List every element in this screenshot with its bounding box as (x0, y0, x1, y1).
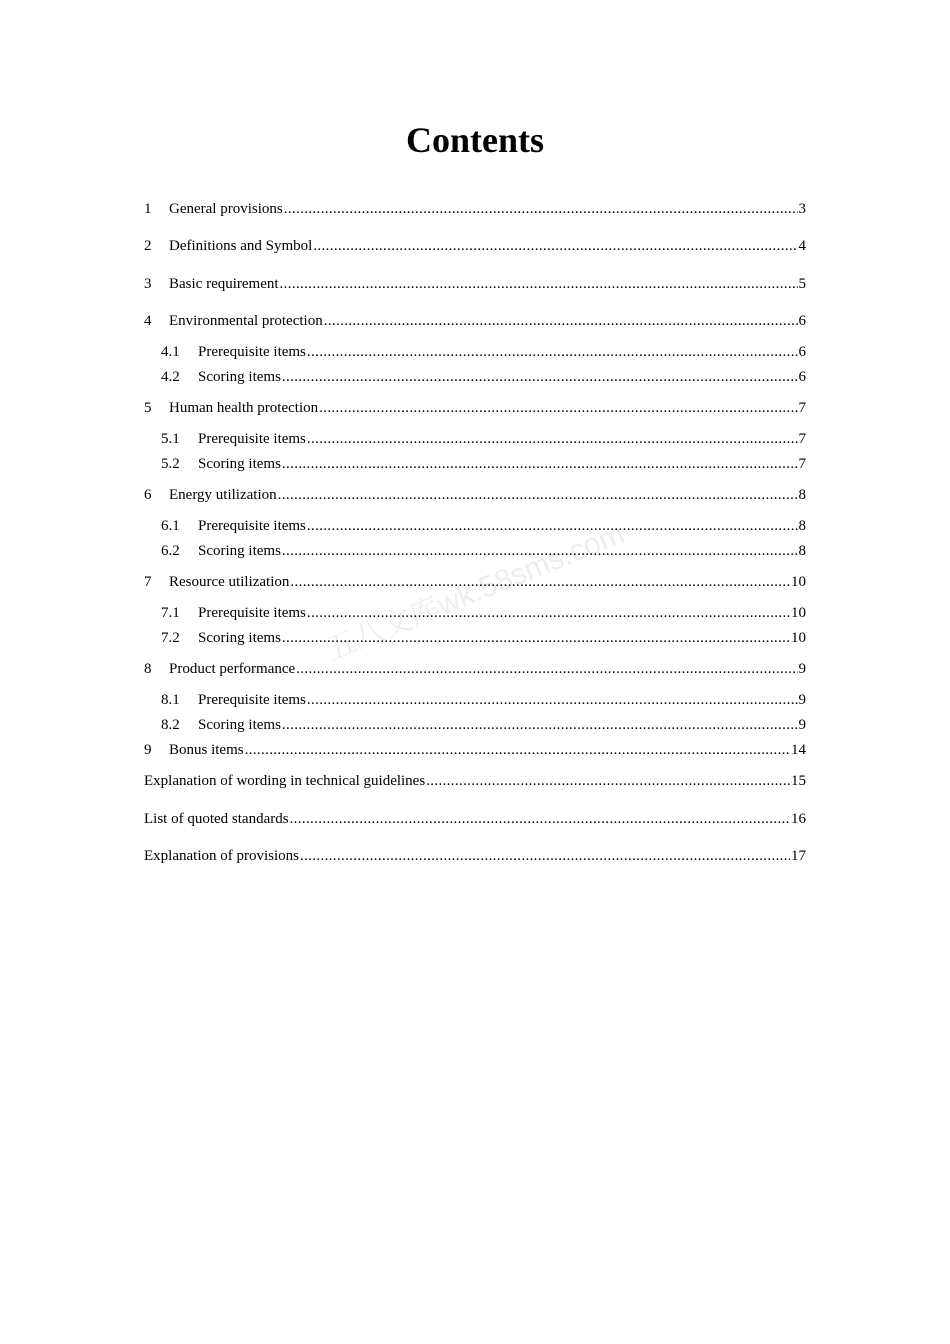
toc-subentry[interactable] (161, 627, 806, 649)
toc-entry-page: 3 (798, 201, 806, 217)
toc-entry-page: 9 (798, 661, 806, 677)
toc-entry-number: 5.2 (161, 456, 180, 472)
toc-dot-leader (307, 341, 798, 363)
toc-entry-title: Energy utilization (169, 487, 277, 503)
toc-entry-number: 7.1 (161, 605, 180, 621)
toc-entry-page: 6 (798, 369, 806, 385)
toc-entry[interactable] (144, 397, 806, 419)
toc-entry-number: 4.1 (161, 344, 180, 360)
toc-subentry[interactable] (161, 428, 806, 450)
toc-entry-page: 8 (798, 487, 806, 503)
toc-entry-title: Scoring items (198, 456, 281, 472)
toc-entry-page: 16 (791, 811, 806, 827)
toc-entry-title: Explanation of provisions (144, 848, 299, 864)
toc-entry-number: 5.1 (161, 431, 180, 447)
page-title: Contents (405, 120, 544, 160)
toc-dot-leader (307, 428, 798, 450)
toc-entry-title: Scoring items (198, 543, 281, 559)
toc-entry-title: Explanation of wording in technical guidelines (144, 773, 426, 789)
toc-entry[interactable] (144, 571, 806, 593)
toc-entry-number: 6 (144, 487, 152, 503)
toc-dot-leader (282, 453, 798, 475)
toc-entry[interactable] (144, 484, 806, 506)
toc-subentry[interactable] (161, 366, 806, 388)
toc-entry-page: 17 (791, 848, 806, 864)
toc-subentry[interactable] (161, 341, 806, 363)
toc-dot-leader (282, 714, 798, 736)
toc-dot-leader (307, 689, 798, 711)
toc-dot-leader (426, 770, 790, 792)
toc-entry[interactable] (144, 310, 806, 332)
toc-dot-leader (290, 571, 790, 593)
toc-subentry[interactable] (161, 689, 806, 711)
toc-entry[interactable] (144, 273, 806, 295)
toc-entry-page: 14 (791, 742, 806, 758)
toc-entry-title: Prerequisite items (198, 692, 306, 708)
toc-dot-leader (319, 397, 797, 419)
toc-entry-title: Prerequisite items (198, 431, 306, 447)
toc-entry-page: 7 (798, 456, 806, 472)
toc-entry-number: 4.2 (161, 369, 180, 385)
toc-entry-page: 7 (798, 431, 806, 447)
toc-subentry[interactable] (161, 602, 806, 624)
toc-entry-number: 7 (144, 574, 152, 590)
toc-entry-number: 3 (144, 276, 152, 292)
toc-entry-page: 10 (791, 630, 806, 646)
toc-entry-number: 5 (144, 400, 152, 416)
toc-entry-title: Environmental protection (169, 313, 323, 329)
toc-dot-leader (282, 540, 798, 562)
toc-subentry[interactable] (161, 515, 806, 537)
toc-dot-leader (290, 808, 790, 830)
toc-entry-page: 9 (798, 717, 806, 733)
toc-dot-leader (324, 310, 798, 332)
toc-dot-leader (278, 484, 798, 506)
toc-subentry[interactable] (161, 714, 806, 736)
toc-entry-title: Bonus items (169, 742, 244, 758)
toc-dot-leader (307, 515, 798, 537)
toc-entry[interactable] (144, 198, 806, 220)
toc-entry-number: 4 (144, 313, 152, 329)
table-of-contents (144, 0, 806, 1344)
toc-entry[interactable] (144, 770, 806, 792)
toc-entry-page: 6 (798, 313, 806, 329)
toc-entry-page: 6 (798, 344, 806, 360)
toc-entry-number: 8 (144, 661, 152, 677)
toc-dot-leader (313, 235, 797, 257)
toc-entry-page: 7 (798, 400, 806, 416)
toc-subentry[interactable] (161, 540, 806, 562)
watermark: 五八文库wk.58sms.com (321, 517, 629, 667)
toc-entry-number: 8.1 (161, 692, 180, 708)
toc-entry[interactable] (144, 808, 806, 830)
toc-entry-page: 4 (798, 238, 806, 254)
toc-entry-number: 9 (144, 742, 152, 758)
toc-entry-title: Prerequisite items (198, 344, 306, 360)
toc-dot-leader (284, 198, 798, 220)
toc-entry-number: 6.1 (161, 518, 180, 534)
toc-entry-number: 6.2 (161, 543, 180, 559)
toc-entry[interactable] (144, 235, 806, 257)
toc-dot-leader (282, 627, 790, 649)
toc-entry[interactable] (144, 845, 806, 867)
toc-entry-number: 7.2 (161, 630, 180, 646)
toc-entry-title: List of quoted standards (144, 811, 289, 827)
toc-entry-title: Prerequisite items (198, 518, 306, 534)
toc-entry-page: 9 (798, 692, 806, 708)
toc-dot-leader (282, 366, 798, 388)
toc-entry-title: Scoring items (198, 717, 281, 733)
toc-dot-leader (296, 658, 797, 680)
toc-entry-title: Definitions and Symbol (169, 238, 313, 254)
toc-entry-title: Basic requirement (169, 276, 279, 292)
toc-entry-page: 8 (798, 518, 806, 534)
toc-entry-title: General provisions (169, 201, 283, 217)
toc-dot-leader (280, 273, 798, 295)
toc-entry-title: Scoring items (198, 630, 281, 646)
toc-entry-title: Human health protection (169, 400, 319, 416)
toc-dot-leader (307, 602, 790, 624)
toc-entry-page: 8 (798, 543, 806, 559)
toc-entry-title: Resource utilization (169, 574, 290, 590)
toc-entry-page: 10 (791, 574, 806, 590)
toc-entry[interactable] (144, 739, 806, 761)
toc-entry-page: 15 (791, 773, 806, 789)
toc-entry[interactable] (144, 658, 806, 680)
toc-dot-leader (300, 845, 790, 867)
toc-entry-title: Product performance (169, 661, 296, 677)
toc-entry-page: 5 (798, 276, 806, 292)
toc-entry-title: Prerequisite items (198, 605, 306, 621)
toc-entry-number: 8.2 (161, 717, 180, 733)
toc-subentry[interactable] (161, 453, 806, 475)
toc-entry-title: Scoring items (198, 369, 281, 385)
toc-entry-page: 10 (791, 605, 806, 621)
toc-entry-number: 2 (144, 238, 152, 254)
toc-entry-number: 1 (144, 201, 152, 217)
toc-dot-leader (245, 739, 790, 761)
